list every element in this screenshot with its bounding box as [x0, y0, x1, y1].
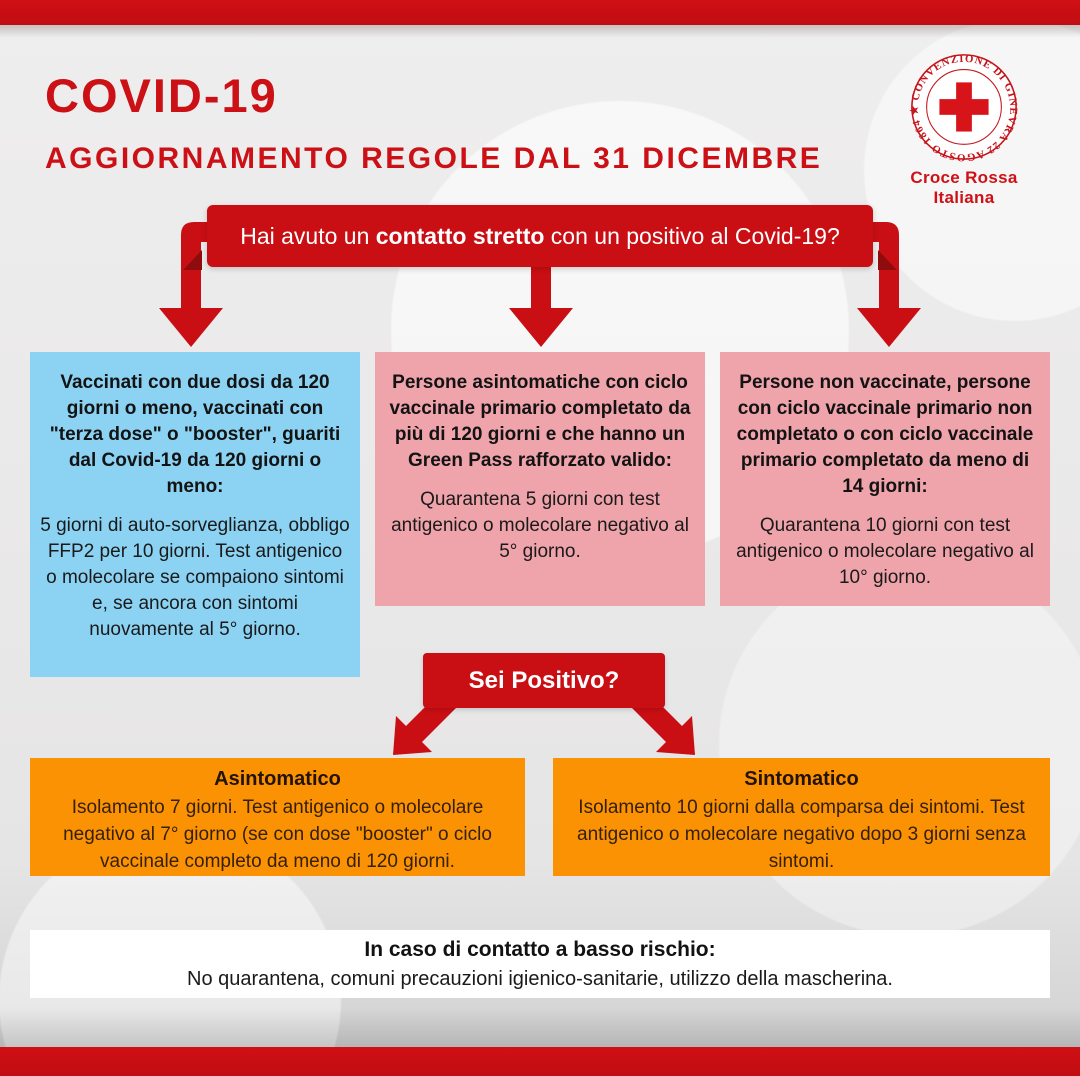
croce-rossa-logo	[878, 46, 1050, 208]
page-title: COVID-19	[45, 69, 278, 122]
outcome-box-asymptomatic	[30, 758, 525, 876]
outcome-heading: Sintomatico	[744, 768, 859, 790]
question-post: con un positivo al Covid-19?	[544, 222, 840, 249]
branch-body: Quarantena 10 giorni con test antigenico o molecolare negativo al 10° giorno.	[736, 515, 1034, 588]
outcome-box-symptomatic	[553, 758, 1050, 876]
outcome-body: Isolamento 7 giorni. Test antigenico o molecolare negativo al 7° giorno (se con dose "booster" o ciclo vaccinale completo da meno di 120 giorni.	[63, 797, 492, 872]
page-subtitle: AGGIORNAMENTO REGOLE DAL 31 DICEMBRE	[45, 142, 823, 175]
branch-heading: Persone asintomatiche con ciclo vaccinale primario completato da più di 120 giorni e che hanno un Green Pass rafforzato valido:	[389, 372, 691, 471]
red-cross-emblem-icon	[905, 46, 1023, 164]
branch-heading: Vaccinati con due dosi da 120 giorni o meno, vaccinati con "terza dose" o "booster", guariti dal Covid-19 da 120 giorni o meno:	[49, 372, 341, 497]
branch-box-vaccinated	[30, 352, 360, 677]
branch-body: 5 giorni di auto-sorveglianza, obbligo FFP2 per 10 giorni. Test antigenico o molecolare se compaiono sintomi e, se ancora con sintomi nuovamente al 5° giorno.	[40, 515, 350, 640]
question-banner	[207, 205, 873, 267]
outcome-body: Isolamento 10 giorni dalla comparsa dei sintomi. Test antigenico o molecolare negativo dopo 3 giorni senza sintomi.	[577, 797, 1026, 872]
branch-box-unvaccinated	[720, 352, 1050, 606]
emblem-circle-text: CONVENZIONE DI GINEVRA 22 AGOSTO 1864 ★	[908, 52, 1020, 164]
branch-heading: Persone non vaccinate, persone con ciclo vaccinale primario non completato o con ciclo vaccinale primario completato da meno di 14 giorni:	[736, 372, 1034, 497]
low-risk-body: No quarantena, comuni precauzioni igienico-sanitarie, utilizzo della mascherina.	[187, 968, 893, 990]
bottom-bar-shadow	[0, 1008, 1080, 1047]
top-bar-shadow	[0, 25, 1080, 38]
bottom-red-bar	[0, 1047, 1080, 1076]
branch-body: Quarantena 5 giorni con test antigenico o molecolare negativo al 5° giorno.	[391, 489, 689, 562]
low-risk-heading: In caso di contatto a basso rischio:	[364, 938, 716, 961]
outcome-heading: Asintomatico	[214, 768, 341, 790]
question-bold: contatto stretto	[375, 222, 545, 249]
question-pre: Hai avuto un	[240, 222, 376, 249]
logo-caption: Croce Rossa Italiana	[910, 168, 1018, 207]
positive-banner: Sei Positivo?	[423, 653, 665, 708]
red-cross-horizontal-arm	[939, 99, 988, 115]
low-risk-panel	[30, 930, 1050, 998]
top-red-bar	[0, 0, 1080, 25]
branch-box-asymptomatic-primary	[375, 352, 705, 606]
